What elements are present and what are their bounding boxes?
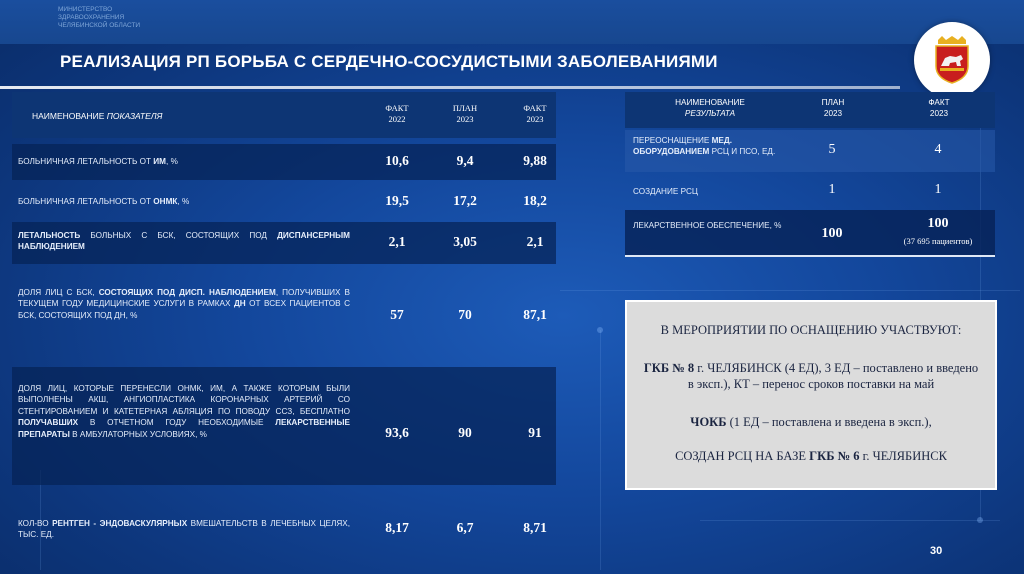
column-header-fact-2023: ФАКТ 2023 <box>928 98 950 118</box>
info-heading: В МЕРОПРИЯТИИ ПО ОСНАЩЕНИЮ УЧАСТВУЮТ: <box>660 323 962 337</box>
column-header-fact-2023: ФАКТ 2023 <box>523 103 547 124</box>
table-row <box>12 144 556 180</box>
row-label: БОЛЬНИЧНАЯ ЛЕТАЛЬНОСТЬ ОТ ОНМК, % <box>18 197 190 206</box>
row-label: ЛЕТАЛЬНОСТЬ БОЛЬНЫХ С БСК, СОСТОЯЩИХ ПОД ДИСПАНСЕРНЫМ НАБЛЮДЕНИЕМ <box>18 231 350 252</box>
table-row <box>625 210 995 255</box>
value-plan-2023: 17,2 <box>453 193 477 208</box>
table-row <box>12 222 556 264</box>
value-fact-2022: 19,5 <box>385 193 409 208</box>
value-fact-2023: 18,2 <box>523 193 547 208</box>
indicators-table <box>12 92 556 540</box>
value-fact-2023: 91 <box>528 425 542 440</box>
value-fact-2023: 1 <box>934 182 942 197</box>
emblem-badge <box>914 22 990 98</box>
value-plan-2023: 5 <box>828 142 836 157</box>
column-header-name: НАИМЕНОВАНИЕ РЕЗУЛЬТАТА <box>675 98 745 118</box>
info-paragraph: СОЗДАН РСЦ НА БАЗЕ ГКБ № 6 г. ЧЕЛЯБИНСК <box>675 449 947 463</box>
row-label: ПЕРЕОСНАЩЕНИЕ МЕД. ОБОРУДОВАНИЕМ РСЦ И ПСО, ЕД. <box>633 136 776 156</box>
value-plan-2023: 90 <box>458 425 472 440</box>
table-row <box>12 508 556 552</box>
page-number: 30 <box>930 545 943 557</box>
table-row <box>12 272 556 352</box>
column-header-name: НАИМЕНОВАНИЕ ПОКАЗАТЕЛЯ <box>32 111 163 121</box>
row-label: СОЗДАНИЕ РСЦ <box>633 187 698 196</box>
decorative-dot <box>977 517 983 523</box>
value-plan-2023: 1 <box>828 182 836 197</box>
ministry-label <box>58 6 218 30</box>
column-header-plan-2023: ПЛАН 2023 <box>821 98 845 118</box>
value-plan-2023: 70 <box>458 307 472 322</box>
decorative-dot <box>597 327 603 333</box>
info-box <box>625 300 997 490</box>
value-fact-2022: 8,17 <box>385 520 409 535</box>
table-bottom-border <box>625 255 995 257</box>
value-fact-2022: 57 <box>390 307 404 322</box>
column-header-plan-2023: ПЛАН 2023 <box>452 103 478 124</box>
row-label: ДОЛЯ ЛИЦ, КОТОРЫЕ ПЕРЕНЕСЛИ ОНМК, ИМ, А ТАКЖЕ КОТОРЫМ БЫЛИ ВЫПОЛНЕНЫ АКШ, АНГИОПЛАСТИКА КОРОНАРНЫХ АРТЕРИЙ СО СТЕНТИРОВАНИЕМ И КАТЕТЕРНАЯ АБЛЯЦИЯ ПО ПОВОДУ ССЗ, БЕСПЛАТНО ПОЛУЧАВШИХ В ОТЧЕТНОМ ГОДУ НЕОБХОДИМЫЕ ЛЕКАРСТВЕННЫЕ ПРЕПАРАТЫ В АМБУЛАТОРНЫХ УСЛОВИЯХ, % <box>18 384 350 439</box>
title-underline <box>0 86 900 89</box>
decorative-line <box>700 520 1000 521</box>
value-fact-2023: 2,1 <box>526 234 544 249</box>
value-fact-2022: 2,1 <box>388 234 406 249</box>
value-fact-2023: 9,88 <box>523 153 547 168</box>
value-fact-2022: 10,6 <box>385 153 409 168</box>
value-fact-2023: 4 <box>934 142 942 157</box>
page-title: РЕАЛИЗАЦИЯ РП БОРЬБА С СЕРДЕЧНО-СОСУДИСТЫМИ ЗАБОЛЕВАНИЯМИ <box>60 52 718 71</box>
value-fact-2022: 93,6 <box>385 425 409 440</box>
ministry-line: ЗДРАВООХРАНЕНИЯ <box>58 14 125 21</box>
value-plan-2023: 9,4 <box>456 153 474 168</box>
decorative-line <box>560 290 1020 291</box>
chelyabinsk-coat-of-arms-icon <box>932 36 972 84</box>
table-row <box>625 130 995 172</box>
row-label: БОЛЬНИЧНАЯ ЛЕТАЛЬНОСТЬ ОТ ИМ, % <box>18 157 178 166</box>
table-row <box>625 176 995 206</box>
column-header-fact-2022: ФАКТ 2022 <box>385 103 409 124</box>
table-row <box>12 367 556 485</box>
value-fact-note: (37 695 пациентов) <box>903 236 973 246</box>
value-fact-2023: 87,1 <box>523 307 547 322</box>
row-label: ДОЛЯ ЛИЦ С БСК, СОСТОЯЩИХ ПОД ДИСП. НАБЛЮДЕНИЕМ, ПОЛУЧИВШИХ В ТЕКУЩЕМ ГОДУ МЕДИЦИНСКИЕ УСЛУГИ В РАМКАХ ДН ОТ ВСЕХ ПАЦИЕНТОВ С БСК, СОСТОЯЩИХ ПОД ДН, % <box>18 288 351 320</box>
table-header <box>12 92 556 138</box>
row-label: КОЛ-ВО РЕНТГЕН - ЭНДОВАСКУЛЯРНЫХ ВМЕШАТЕЛЬСТВ В ЛЕЧЕБНЫХ ЦЕЛЯХ, ТЫС. ЕД. <box>18 519 351 540</box>
decorative-line <box>600 330 601 570</box>
value-plan-2023: 6,7 <box>456 520 474 535</box>
value-fact-2023: 100 <box>927 216 949 231</box>
row-label: ЛЕКАРСТВЕННОЕ ОБЕСПЕЧЕНИЕ, % <box>633 221 782 230</box>
table-row <box>12 184 556 220</box>
info-paragraph: ЧОКБ (1 ЕД – поставлена и введена в эксп.), <box>690 415 932 429</box>
ministry-line: МИНИСТЕРСТВО <box>58 6 113 13</box>
value-plan-2023: 3,05 <box>453 234 477 249</box>
value-fact-2023: 8,71 <box>523 520 547 535</box>
table-header <box>625 92 995 128</box>
info-paragraph: ГКБ № 8 г. ЧЕЛЯБИНСК (4 ЕД), 3 ЕД – поставлено и введено в эксп.), КТ – перенос сроков поставки на май <box>643 361 979 391</box>
value-plan-2023: 100 <box>821 226 843 241</box>
ministry-line: ЧЕЛЯБИНСКОЙ ОБЛАСТИ <box>58 22 141 29</box>
